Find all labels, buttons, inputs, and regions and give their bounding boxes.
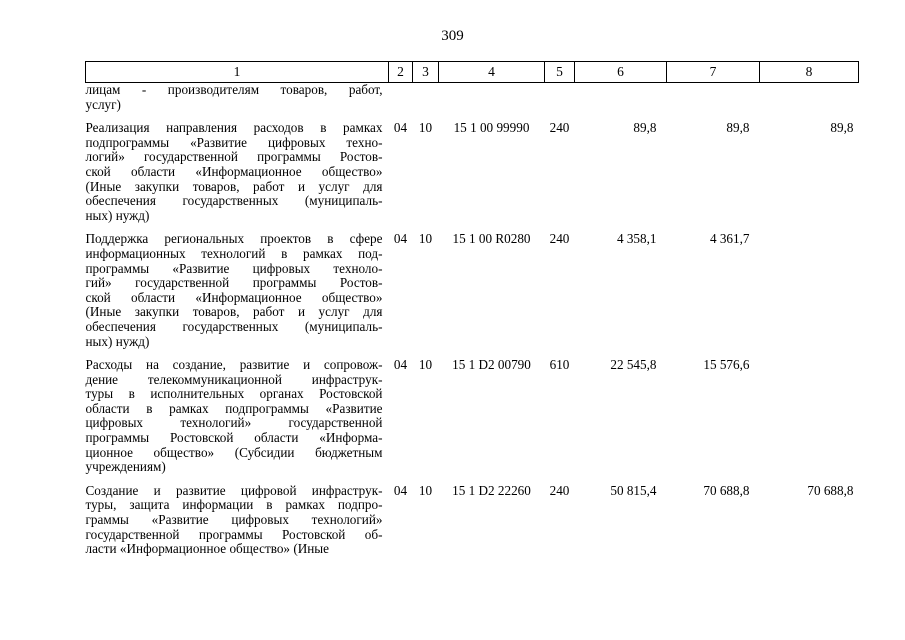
- description-line: ционное общество» (Субсидии бюджетным: [85, 444, 383, 460]
- section-code: 04: [393, 231, 408, 247]
- table-header-row: [86, 62, 859, 83]
- description-line: области в рамках подпрограммы «Развитие: [85, 400, 383, 416]
- amount-col-8: [760, 83, 859, 113]
- amount-col-6: 89,8: [633, 120, 657, 136]
- table-body: [86, 83, 859, 557]
- target-article-code: 15 1 00 R0280: [452, 231, 531, 247]
- target-article-code: [439, 83, 545, 113]
- table-row: [86, 475, 859, 557]
- description-line: дение телекоммуникационной инфраструк-: [85, 371, 383, 387]
- expense-type-code: 240: [549, 482, 570, 498]
- subsection-code: 10: [418, 482, 433, 498]
- table-row: [86, 112, 859, 223]
- description-line: программы Ростовской области «Информа-: [85, 430, 383, 446]
- description-line: туры в исполнительных органах Ростовской: [85, 386, 383, 402]
- description-line: ской области «Информационное общество»: [85, 163, 383, 179]
- description-line: подпрограммы «Развитие цифровых техно-: [85, 134, 383, 150]
- description-line: информационных технологий в рамках под-: [85, 245, 383, 261]
- amount-col-8: 70 688,8: [807, 482, 854, 498]
- subsection-code: 10: [418, 231, 433, 247]
- expense-type-code: 240: [549, 231, 570, 247]
- table-row: [86, 223, 859, 349]
- description-line: (Иные закупки товаров, работ и услуг для: [85, 304, 383, 320]
- description-line: Создание и развитие цифровой инфраструк-: [85, 482, 383, 498]
- expense-type-code: 240: [549, 120, 570, 136]
- amount-col-7: 15 576,6: [703, 357, 750, 373]
- amount-col-6: [575, 83, 667, 113]
- description-line: ных) нужд): [85, 333, 150, 349]
- header-col-8: 8: [760, 62, 859, 83]
- header-col-5: 5: [545, 62, 575, 83]
- target-article-code: 15 1 D2 00790: [452, 357, 531, 373]
- table-row: [86, 83, 859, 113]
- subsection-code: 10: [418, 120, 433, 136]
- description-line: Расходы на создание, развитие и сопровож-: [85, 357, 383, 373]
- section-code: 04: [393, 120, 408, 136]
- header-col-2: 2: [389, 62, 413, 83]
- amount-col-6: 22 545,8: [610, 357, 657, 373]
- page-number: 309: [441, 28, 464, 44]
- row-description: [86, 112, 389, 223]
- description-line: обеспечения государственных (муниципаль-: [85, 318, 383, 334]
- expense-type-code: 610: [549, 357, 570, 373]
- header-col-3: 3: [413, 62, 439, 83]
- target-article-code: 15 1 00 99990: [453, 120, 530, 136]
- description-line: гий» государственной программы Ростов-: [85, 275, 383, 291]
- amount-col-7: 70 688,8: [703, 482, 750, 498]
- amount-col-7: 4 361,7: [709, 231, 750, 247]
- description-line: граммы «Развитие цифровых технологий»: [85, 512, 383, 528]
- section-code: 04: [393, 357, 408, 373]
- expense-type-code: [545, 83, 575, 113]
- header-col-4: 4: [439, 62, 545, 83]
- description-line: туры, защита информации в рамках подпро-: [85, 497, 383, 513]
- description-line: Реализация направления расходов в рамках: [85, 120, 383, 136]
- description-line: обеспечения государственных (муниципаль-: [85, 193, 383, 209]
- row-description: [86, 83, 389, 113]
- target-article-code: 15 1 D2 22260: [452, 482, 531, 498]
- subsection-code: 10: [418, 357, 433, 373]
- table-row: [86, 349, 859, 475]
- row-description: [86, 223, 389, 349]
- amount-col-8: [760, 223, 859, 349]
- amount-col-6: 4 358,1: [616, 231, 657, 247]
- amount-col-8: 89,8: [830, 120, 854, 136]
- description-line: лицам - производителям товаров, работ,: [85, 82, 383, 97]
- amount-col-6: 50 815,4: [610, 482, 657, 498]
- description-line: логий» государственной программы Ростов-: [85, 149, 383, 165]
- description-line: государственной программы Ростовской об-: [85, 526, 383, 542]
- description-line: услуг): [85, 96, 121, 112]
- description-line: ласти «Информационное общество» (Иные: [85, 541, 330, 557]
- amount-col-8: [760, 349, 859, 475]
- row-description: [86, 475, 389, 557]
- description-line: (Иные закупки товаров, работ и услуг для: [85, 178, 383, 194]
- description-line: ных) нужд): [85, 207, 150, 223]
- description-line: Поддержка региональных проектов в сфере: [85, 231, 383, 247]
- subsection-code: [413, 83, 439, 113]
- header-col-1: 1: [86, 62, 389, 83]
- description-line: программы «Развитие цифровых техноло-: [85, 260, 383, 276]
- budget-table: [85, 61, 859, 557]
- section-code: 04: [393, 482, 408, 498]
- header-col-6: 6: [575, 62, 667, 83]
- description-line: учреждениям): [85, 459, 166, 475]
- amount-col-7: [667, 83, 760, 113]
- amount-col-7: 89,8: [726, 120, 750, 136]
- header-col-7: 7: [667, 62, 760, 83]
- section-code: [389, 83, 413, 113]
- row-description: [86, 349, 389, 475]
- description-line: ской области «Информационное общество»: [85, 289, 383, 305]
- description-line: цифровых технологий» государственной: [85, 415, 383, 431]
